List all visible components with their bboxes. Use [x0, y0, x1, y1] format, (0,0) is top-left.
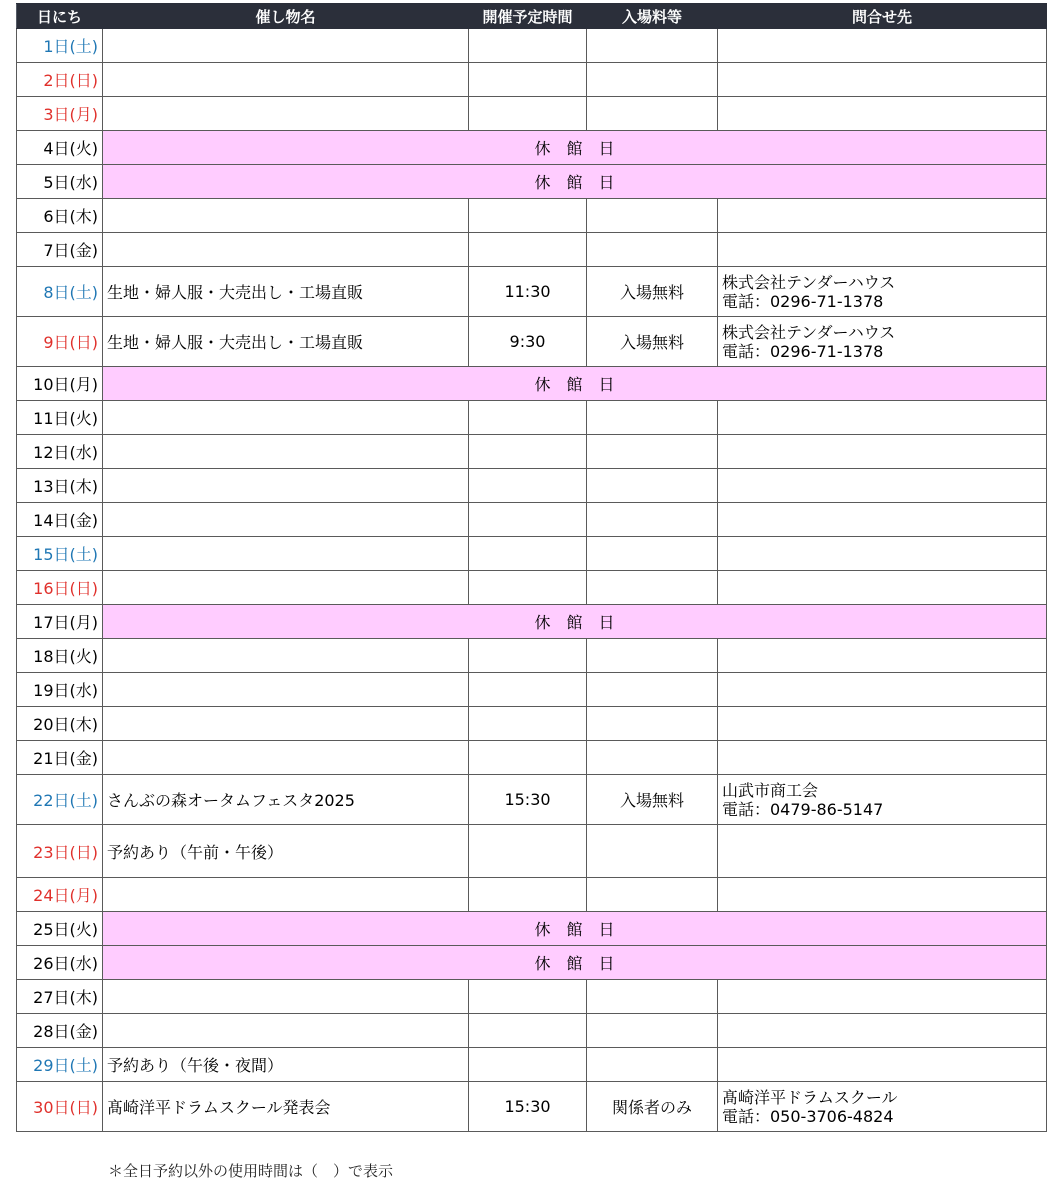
date-cell: 6日(木) — [17, 199, 103, 233]
time-cell — [469, 63, 587, 97]
contact-cell — [718, 673, 1047, 707]
date-cell: 13日(木) — [17, 469, 103, 503]
contact-cell — [718, 571, 1047, 605]
fee-cell — [587, 825, 718, 878]
table-row — [17, 435, 1047, 469]
date-cell: 24日(月) — [17, 878, 103, 912]
schedule-header — [17, 4, 1047, 29]
contact-cell — [718, 97, 1047, 131]
header-fee: 入場料等 — [587, 4, 718, 29]
date-cell: 3日(月) — [17, 97, 103, 131]
time-cell — [469, 537, 587, 571]
fee-cell — [587, 878, 718, 912]
date-cell: 2日(日) — [17, 63, 103, 97]
fee-cell — [587, 741, 718, 775]
contact-name: 株式会社テンダーハウス — [722, 322, 896, 342]
table-row — [17, 825, 1047, 878]
header-event: 催し物名 — [103, 4, 469, 29]
date-cell: 1日(土) — [17, 29, 103, 63]
date-cell: 26日(水) — [17, 946, 103, 980]
date-cell: 7日(金) — [17, 233, 103, 267]
contact-cell — [718, 707, 1047, 741]
event-cell — [103, 673, 469, 707]
time-cell — [469, 673, 587, 707]
contact-phone: 電話：0296-71-1378 — [722, 291, 884, 311]
date-cell: 18日(火) — [17, 639, 103, 673]
closed-day-label: 休 館 日 — [103, 367, 1047, 401]
fee-cell — [587, 469, 718, 503]
event-cell: 髙崎洋平ドラムスクール発表会 — [103, 1082, 469, 1132]
date-cell: 4日(火) — [17, 131, 103, 165]
table-row — [17, 267, 1047, 317]
closed-day-row — [17, 165, 1047, 199]
table-row — [17, 97, 1047, 131]
time-cell — [469, 97, 587, 131]
contact-cell — [718, 29, 1047, 63]
event-cell: 予約あり（午後・夜間） — [103, 1048, 469, 1082]
date-cell: 17日(月) — [17, 605, 103, 639]
time-cell: 15:30 — [469, 1082, 587, 1132]
closed-day-label: 休 館 日 — [103, 912, 1047, 946]
table-row — [17, 707, 1047, 741]
fee-cell — [587, 233, 718, 267]
table-row — [17, 1014, 1047, 1048]
fee-cell — [587, 97, 718, 131]
time-cell: 11:30 — [469, 267, 587, 317]
date-cell: 8日(土) — [17, 267, 103, 317]
fee-cell — [587, 639, 718, 673]
closed-day-label: 休 館 日 — [103, 165, 1047, 199]
time-cell: 15:30 — [469, 775, 587, 825]
table-row — [17, 401, 1047, 435]
contact-cell — [718, 401, 1047, 435]
fee-cell — [587, 63, 718, 97]
closed-day-row — [17, 946, 1047, 980]
event-cell — [103, 707, 469, 741]
time-cell — [469, 639, 587, 673]
fee-cell: 入場無料 — [587, 317, 718, 367]
fee-cell — [587, 29, 718, 63]
table-row — [17, 233, 1047, 267]
contact-cell — [718, 199, 1047, 233]
date-cell: 9日(日) — [17, 317, 103, 367]
contact-cell — [718, 1048, 1047, 1082]
schedule-table — [16, 3, 1047, 1132]
fee-cell — [587, 707, 718, 741]
contact-cell — [718, 503, 1047, 537]
fee-cell — [587, 435, 718, 469]
event-cell — [103, 401, 469, 435]
time-cell: 9:30 — [469, 317, 587, 367]
contact-cell — [718, 775, 1047, 825]
date-cell: 10日(月) — [17, 367, 103, 401]
event-cell — [103, 29, 469, 63]
event-cell — [103, 537, 469, 571]
contact-cell — [718, 469, 1047, 503]
footnote: ＊全日予約以外の使用時間は（ ）で表示 — [108, 1162, 394, 1180]
date-cell: 29日(土) — [17, 1048, 103, 1082]
date-cell: 28日(金) — [17, 1014, 103, 1048]
contact-cell — [718, 639, 1047, 673]
event-cell: 予約あり（午前・午後） — [103, 825, 469, 878]
contact-name: 株式会社テンダーハウス — [722, 272, 896, 292]
contact-cell — [718, 537, 1047, 571]
time-cell — [469, 741, 587, 775]
contact-cell — [718, 1014, 1047, 1048]
time-cell — [469, 401, 587, 435]
event-cell — [103, 63, 469, 97]
time-cell — [469, 435, 587, 469]
time-cell — [469, 825, 587, 878]
event-cell: 生地・婦人服・大売出し・工場直販 — [103, 267, 469, 317]
fee-cell — [587, 980, 718, 1014]
table-row — [17, 503, 1047, 537]
contact-cell — [718, 317, 1047, 367]
date-cell: 19日(水) — [17, 673, 103, 707]
table-row — [17, 537, 1047, 571]
time-cell — [469, 469, 587, 503]
table-row — [17, 317, 1047, 367]
time-cell — [469, 199, 587, 233]
event-cell — [103, 199, 469, 233]
time-cell — [469, 980, 587, 1014]
event-cell — [103, 469, 469, 503]
contact-phone: 電話：0296-71-1378 — [722, 341, 884, 361]
fee-cell — [587, 503, 718, 537]
event-cell: 生地・婦人服・大売出し・工場直販 — [103, 317, 469, 367]
fee-cell — [587, 537, 718, 571]
date-cell: 23日(日) — [17, 825, 103, 878]
fee-cell — [587, 1014, 718, 1048]
table-row — [17, 1048, 1047, 1082]
table-row — [17, 63, 1047, 97]
date-cell: 11日(火) — [17, 401, 103, 435]
contact-cell — [718, 1082, 1047, 1132]
time-cell — [469, 1048, 587, 1082]
table-row — [17, 980, 1047, 1014]
date-cell: 22日(土) — [17, 775, 103, 825]
date-cell: 5日(水) — [17, 165, 103, 199]
time-cell — [469, 29, 587, 63]
time-cell — [469, 878, 587, 912]
date-cell: 16日(日) — [17, 571, 103, 605]
closed-day-row — [17, 367, 1047, 401]
closed-day-row — [17, 912, 1047, 946]
time-cell — [469, 571, 587, 605]
fee-cell — [587, 1048, 718, 1082]
table-row — [17, 199, 1047, 233]
contact-cell — [718, 878, 1047, 912]
date-cell: 12日(水) — [17, 435, 103, 469]
header-contact: 問合せ先 — [718, 4, 1047, 29]
table-row — [17, 469, 1047, 503]
event-cell — [103, 233, 469, 267]
date-cell: 20日(木) — [17, 707, 103, 741]
fee-cell — [587, 199, 718, 233]
time-cell — [469, 707, 587, 741]
event-cell — [103, 97, 469, 131]
contact-name: 山武市商工会 — [722, 780, 819, 800]
contact-cell — [718, 980, 1047, 1014]
date-cell: 21日(金) — [17, 741, 103, 775]
closed-day-row — [17, 131, 1047, 165]
event-cell — [103, 1014, 469, 1048]
event-cell — [103, 980, 469, 1014]
date-cell: 15日(土) — [17, 537, 103, 571]
table-row — [17, 741, 1047, 775]
closed-day-label: 休 館 日 — [103, 946, 1047, 980]
event-cell — [103, 503, 469, 537]
event-cell — [103, 571, 469, 605]
fee-cell: 関係者のみ — [587, 1082, 718, 1132]
contact-phone: 電話：0479-86-5147 — [722, 799, 884, 819]
table-row — [17, 775, 1047, 825]
schedule-body — [17, 29, 1047, 1132]
table-row — [17, 1082, 1047, 1132]
table-row — [17, 673, 1047, 707]
fee-cell — [587, 673, 718, 707]
event-cell — [103, 435, 469, 469]
event-cell — [103, 639, 469, 673]
fee-cell: 入場無料 — [587, 775, 718, 825]
table-row — [17, 571, 1047, 605]
contact-phone: 電話：050-3706-4824 — [722, 1106, 894, 1126]
event-cell — [103, 878, 469, 912]
table-row — [17, 878, 1047, 912]
contact-cell — [718, 741, 1047, 775]
closed-day-label: 休 館 日 — [103, 605, 1047, 639]
fee-cell — [587, 571, 718, 605]
date-cell: 25日(火) — [17, 912, 103, 946]
contact-cell — [718, 267, 1047, 317]
date-cell: 27日(木) — [17, 980, 103, 1014]
contact-cell — [718, 63, 1047, 97]
date-cell: 30日(日) — [17, 1082, 103, 1132]
date-cell: 14日(金) — [17, 503, 103, 537]
time-cell — [469, 1014, 587, 1048]
contact-cell — [718, 435, 1047, 469]
header-date: 日にち — [17, 4, 103, 29]
fee-cell — [587, 401, 718, 435]
event-cell — [103, 741, 469, 775]
closed-day-row — [17, 605, 1047, 639]
table-row — [17, 29, 1047, 63]
contact-cell — [718, 825, 1047, 878]
contact-name: 髙崎洋平ドラムスクール — [722, 1087, 898, 1107]
contact-cell — [718, 233, 1047, 267]
header-time: 開催予定時間 — [469, 4, 587, 29]
time-cell — [469, 233, 587, 267]
fee-cell: 入場無料 — [587, 267, 718, 317]
table-row — [17, 639, 1047, 673]
event-cell: さんぶの森オータムフェスタ2025 — [103, 775, 469, 825]
closed-day-label: 休 館 日 — [103, 131, 1047, 165]
time-cell — [469, 503, 587, 537]
